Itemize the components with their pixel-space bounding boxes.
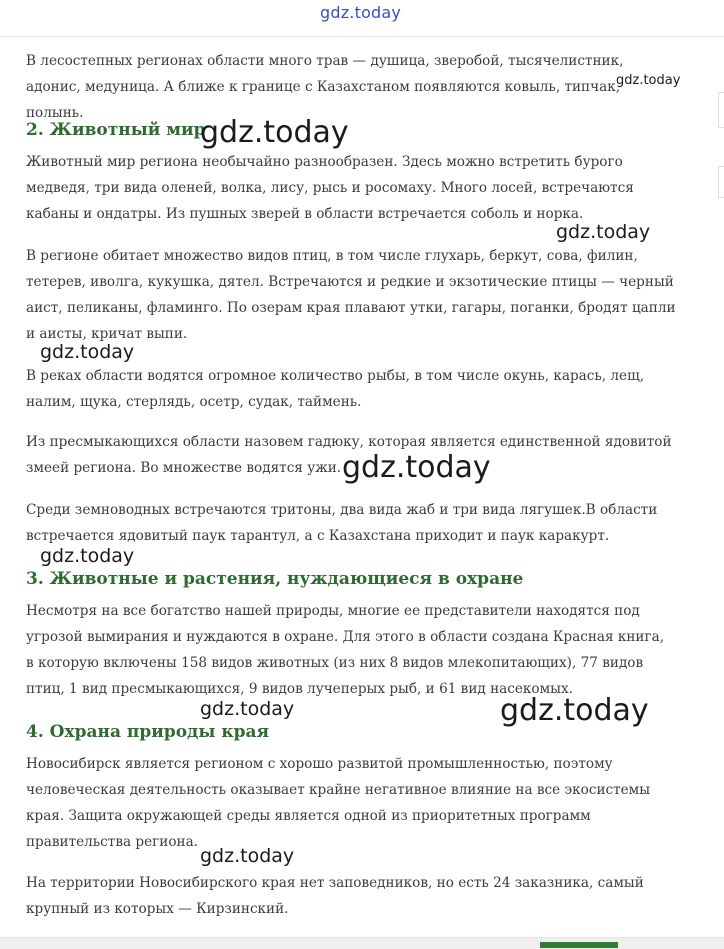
- paragraph-animals: Животный мир региона необычайно разнообразен. Здесь можно встретить бурого медведя, три вида оленей, волка, лису, рысь и росомаху. Много лосей, встречаются кабаны и ондатры. Из пушных зверей в области встречается соболь и норка.: [26, 154, 634, 222]
- paragraph-reptiles: Из пресмыкающихся области назовем гадюку, которая является единственной ядовитой змеей региона. Во множестве водятся ужи.: [26, 434, 672, 476]
- watermark: gdz.today: [40, 545, 135, 567]
- paragraph-birds: В регионе обитает множество видов птиц, в том числе глухарь, беркут, сова, филин, тетерев, иволга, кукушка, дятел. Встречаются и редкие и экзотические птицы — черный аист, пеликаны, фламинго. По озерам края плавают утки, гагары, поганки, бродят цапли и аисты, кричат выпи.: [26, 248, 676, 342]
- watermark: gdz.today: [200, 845, 295, 867]
- site-watermark-top: gdz.today: [320, 3, 402, 22]
- watermark: gdz.today: [200, 115, 349, 150]
- heading-animal-world: 2. Животный мир: [26, 120, 206, 140]
- watermark: gdz.today: [40, 341, 135, 363]
- watermark: gdz.today: [342, 450, 491, 485]
- watermark: gdz.today: [556, 221, 651, 243]
- watermark: gdz.today: [200, 698, 295, 720]
- heading-protected-species: 3. Животные и растения, нуждающиеся в охране: [26, 569, 524, 589]
- paragraph-steppe-plants: В лесостепных регионах области много трав — душица, зверобой, тысячелистник, адонис, медуница. А ближе к границе с Казахстаном появляются ковыль, типчак, полынь.: [26, 53, 624, 121]
- watermark: gdz.today: [500, 693, 649, 728]
- paragraph-industry-impact: Новосибирск является регионом с хорошо развитой промышленностью, поэтому человеческая деятельность оказывает крайне негативное влияние на все экосистемы края. Защита окружающей среды является одной из приоритетных программ правительства региона.: [26, 756, 651, 850]
- paragraph-red-book: Несмотря на все богатство нашей природы, многие ее представители находятся под угрозой вымирания и нуждаются в охране. Для этого в области создана Красная книга, в которую включены 158 видов животных (из них 8 видов млекопитающих), 77 видов птиц, 1 вид пресмыкающихся, 9 видов лучеперых рыб, и 61 вид насекомых.: [26, 603, 665, 697]
- paragraph-amphibians: Среди земноводных встречаются тритоны, два вида жаб и три вида лягушек.В области встречается ядовитый паук тарантул, а с Казахстана приходит и паук каракурт.: [26, 502, 658, 544]
- footer-green-button[interactable]: [540, 942, 618, 948]
- heading-nature-protection: 4. Охрана природы края: [26, 722, 270, 742]
- paragraph-fish: В реках области водятся огромное количество рыбы, в том числе окунь, карась, лещ, налим, щука, стерлядь, осетр, судак, таймень.: [26, 368, 645, 410]
- paragraph-reserves: На территории Новосибирского края нет заповедников, но есть 24 заказника, самый крупный из которых — Кирзинский.: [26, 875, 644, 917]
- watermark: gdz.today: [616, 73, 681, 88]
